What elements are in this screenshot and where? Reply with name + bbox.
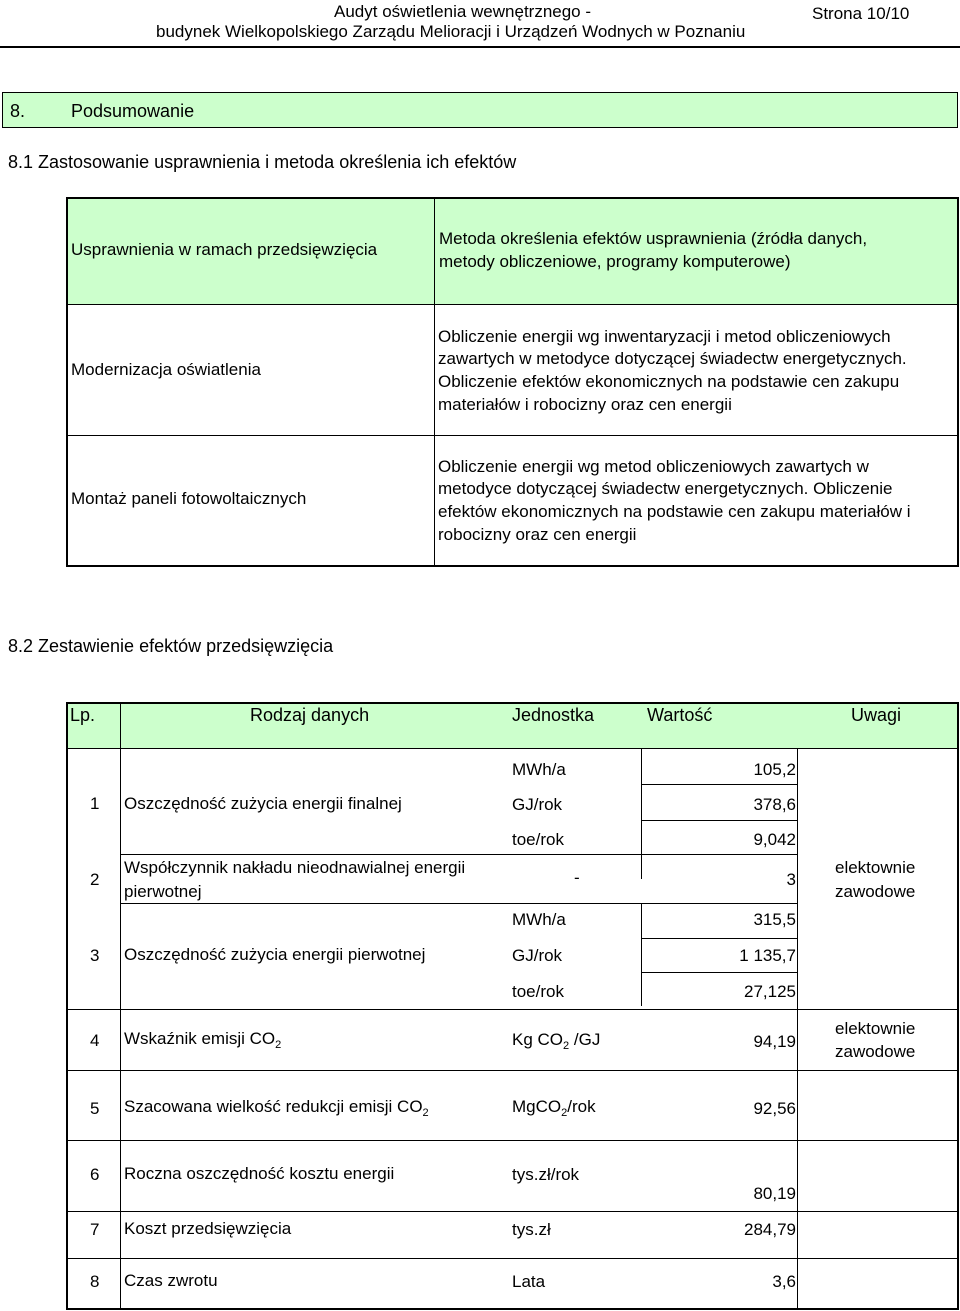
row6-value: 80,19 xyxy=(753,1184,796,1203)
row3-value3: 27,125 xyxy=(744,982,796,1001)
row7-name: Koszt przedsięwzięcia xyxy=(124,1219,292,1238)
row5-name: Szacowana wielkość redukcji emisji $CO_2$ xyxy=(124,1097,429,1119)
row8-name: Czas zwrotu xyxy=(124,1271,218,1290)
methods-row1-desc-line4: materiałów i robocizny oraz cen energii xyxy=(438,395,732,414)
row6-unit: tys.zł/rok xyxy=(512,1165,580,1184)
col-header-rodzaj: Rodzaj danych xyxy=(250,705,370,725)
row1-value1: 105,2 xyxy=(753,760,796,779)
methods-row2-desc-line3: efektów ekonomicznych na podstawie cen zakupu materiałów i xyxy=(438,502,911,521)
row3-unit1: MWh/a xyxy=(512,910,566,929)
row2-note-line1: elektownie xyxy=(835,858,916,877)
row8-unit: Lata xyxy=(512,1272,546,1291)
row1-name: Oszczędność zużycia energii finalnej xyxy=(124,794,402,813)
methods-header-col2-line2: metody obliczeniowe, programy komputerowe) xyxy=(439,252,791,271)
row8-value: 3,6 xyxy=(772,1272,796,1291)
row3-lp: 3 xyxy=(90,946,100,965)
row4-name: Wskaźnik emisji $CO_2$ xyxy=(124,1029,282,1051)
row1-unit3: toe/rok xyxy=(512,830,564,849)
methods-row1-desc-line1: Obliczenie energii wg inwentaryzacji i metod obliczeniowych xyxy=(438,327,891,346)
row1-lp: 1 xyxy=(90,794,100,813)
effects-table-border xyxy=(66,702,959,1310)
row2-lp: 2 xyxy=(90,870,100,889)
row1-value3: 9,042 xyxy=(753,830,796,849)
col-header-wartosc: Wartość xyxy=(647,705,713,725)
row5-unit: MgCO$_2$/rok xyxy=(512,1097,596,1119)
methods-row2-desc-line1: Obliczenie energii wg metod obliczeniowych zawartych w xyxy=(438,457,869,476)
row3-value1: 315,5 xyxy=(753,910,796,929)
section-8-2-heading: 8.2 Zestawienie efektów przedsięwzięcia xyxy=(8,636,334,656)
row8-lp: 8 xyxy=(90,1272,100,1291)
methods-header-col1-label: Usprawnienia w ramach przedsięwzięcia xyxy=(71,240,378,259)
row4-note-line2: zawodowe xyxy=(835,1042,916,1061)
methods-row2-desc-line2: metodyce dotyczącej świadectw energetycznych. Obliczenie xyxy=(438,479,893,498)
methods-row2-desc-line4: robocizny oraz cen energii xyxy=(438,525,637,544)
row2-unit: - xyxy=(574,868,580,887)
row1-unit2: GJ/rok xyxy=(512,795,563,814)
row6-lp: 6 xyxy=(90,1165,100,1184)
header-rule xyxy=(0,46,960,48)
row4-lp: 4 xyxy=(90,1031,100,1050)
row7-unit: tys.zł xyxy=(512,1220,551,1239)
row4-unit: Kg $CO_2$ /GJ xyxy=(512,1030,601,1052)
methods-row2-name: Montaż paneli fotowoltaicznych xyxy=(71,489,307,508)
methods-table-border xyxy=(66,197,959,567)
row2-name-line2: pierwotnej xyxy=(124,882,202,901)
page-number: Strona 10/10 xyxy=(812,4,910,23)
header-title-line2: budynek Wielkopolskiego Zarządu Melioracji i Urządzeń Wodnych w Poznaniu xyxy=(156,22,746,41)
row1-value2: 378,6 xyxy=(753,795,796,814)
row2-value: 3 xyxy=(786,870,796,889)
methods-header-col2-line1: Metoda określenia efektów usprawnienia (źródła danych, xyxy=(439,229,868,248)
row2-name-line1: Współczynnik nakładu nieodnawialnej energii xyxy=(124,858,466,877)
row3-name: Oszczędność zużycia energii pierwotnej xyxy=(124,945,426,964)
col-header-lp: Lp. xyxy=(70,705,96,725)
summary-heading-bar xyxy=(2,92,958,128)
row5-lp: 5 xyxy=(90,1099,100,1118)
header-title-line1: Audyt oświetlenia wewnętrznego - xyxy=(334,2,592,21)
row4-value: 94,19 xyxy=(753,1032,796,1051)
row6-name: Roczna oszczędność kosztu energii xyxy=(124,1164,395,1183)
col-header-jednostka: Jednostka xyxy=(512,705,595,725)
row2-note-line2: zawodowe xyxy=(835,882,916,901)
col-header-uwagi: Uwagi xyxy=(851,705,902,725)
methods-row1-desc-line3: Obliczenie efektów ekonomicznych na podstawie cen zakupu xyxy=(438,372,900,391)
row7-value: 284,79 xyxy=(744,1220,796,1239)
section-8-1-heading: 8.1 Zastosowanie usprawnienia i metoda określenia ich efektów xyxy=(8,152,517,172)
summary-number: 8. xyxy=(10,101,26,121)
row5-value: 92,56 xyxy=(753,1099,796,1118)
summary-title: Podsumowanie xyxy=(71,101,195,121)
row4-note-line1: elektownie xyxy=(835,1019,916,1038)
row3-value2: 1 135,7 xyxy=(739,946,796,965)
methods-row1-desc-line2: zawartych w metodyce dotyczącej świadectw energetycznych. xyxy=(438,349,907,368)
row1-unit1: MWh/a xyxy=(512,760,566,779)
methods-row1-name: Modernizacja oświatlenia xyxy=(71,360,261,379)
row3-unit2: GJ/rok xyxy=(512,946,563,965)
row7-lp: 7 xyxy=(90,1220,100,1239)
row3-unit3: toe/rok xyxy=(512,982,564,1001)
